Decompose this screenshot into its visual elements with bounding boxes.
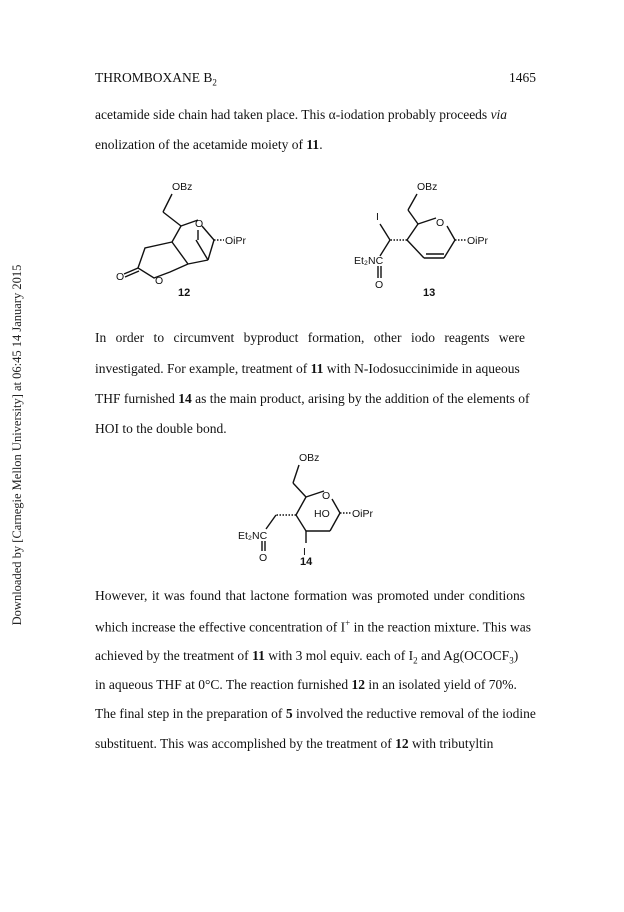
- svg-text:O: O: [116, 271, 125, 283]
- svg-text:OiPr: OiPr: [352, 508, 373, 520]
- svg-text:12: 12: [178, 287, 191, 299]
- svg-text:I: I: [376, 211, 379, 223]
- paragraph1-line1: acetamide side chain had taken place. This α-iodation probably proceeds via: [95, 107, 508, 122]
- structure-12: [116, 181, 247, 299]
- paragraph2-line3: THF furnished 14 as the main product, arising by the addition of the elements of: [95, 391, 530, 406]
- paragraph2-line2: investigated. For example, treatment of 11 with N-Iodosuccinimide in aqueous: [95, 361, 520, 376]
- svg-text:HO: HO: [314, 508, 330, 520]
- svg-text:O: O: [259, 552, 268, 564]
- paragraph2-line1: In order to circumvent byproduct formation, other iodo reagents were: [95, 330, 525, 345]
- svg-text:O: O: [375, 279, 384, 291]
- structure-13: [354, 181, 489, 299]
- scheme-compounds-12-13: [0, 172, 624, 322]
- compound-14-label: 14: [300, 556, 313, 568]
- structure-14: [238, 452, 374, 564]
- svg-text:OiPr: OiPr: [225, 235, 246, 247]
- svg-text:Et₂NC: Et₂NC: [238, 530, 268, 542]
- paragraph3-line1: However, it was found that lactone formation was promoted under conditions: [95, 588, 525, 603]
- svg-text:OBz: OBz: [172, 181, 193, 193]
- svg-text:O: O: [155, 275, 164, 287]
- svg-text:O: O: [436, 217, 445, 229]
- paragraph2-line4: HOI to the double bond.: [95, 421, 227, 436]
- svg-text:OBz: OBz: [299, 452, 320, 464]
- paragraph3-line3: achieved by the treatment of 11 with 3 mol equiv. each of $I_2$ and $Ag(OCOCF_3)$: [95, 648, 519, 666]
- svg-text:OiPr: OiPr: [467, 235, 488, 247]
- svg-text:Et₂NC: Et₂NC: [354, 255, 384, 267]
- svg-text:OBz: OBz: [417, 181, 438, 193]
- paragraph3-line4: in aqueous THF at 0°C. The reaction furnished 12 in an isolated yield of 70%.: [95, 677, 517, 692]
- svg-text:I: I: [303, 546, 306, 558]
- header-title: THROMBOXANE $B_2$: [95, 70, 217, 88]
- paragraph3-line6: substituent. This was accomplished by the treatment of 12 with tributyltin: [95, 736, 494, 751]
- download-watermark: Downloaded by [Carnegie Mellon University] at 06:45 14 January 2015: [10, 264, 24, 626]
- paragraph3-line2: which increase the effective concentration of I+ in the reaction mixture. This was: [95, 618, 532, 635]
- svg-text:O: O: [195, 218, 204, 230]
- page-number: 1465: [509, 70, 536, 85]
- running-header: [95, 70, 536, 88]
- svg-text:O: O: [322, 490, 331, 502]
- paragraph1-line2: enolization of the acetamide moiety of 11.: [95, 137, 323, 152]
- scheme-compound-14: [0, 443, 624, 568]
- paragraph3-line5: The final step in the preparation of 5 involved the reductive removal of the iodine: [95, 706, 536, 721]
- svg-text:13: 13: [423, 287, 436, 299]
